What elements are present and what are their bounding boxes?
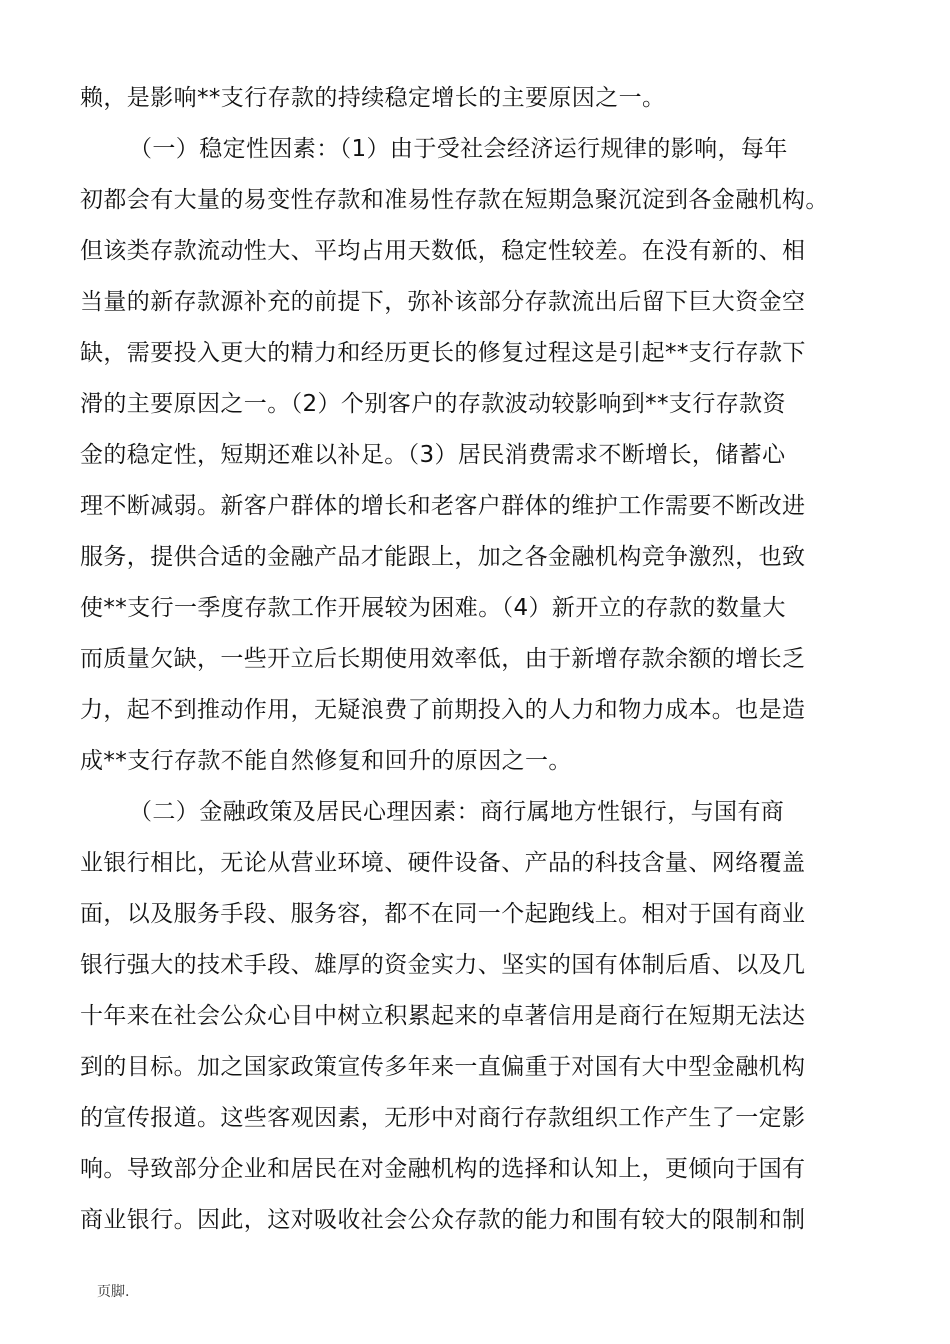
body-text (80, 73, 870, 1246)
page-footer: 页脚. (97, 1284, 130, 1300)
text-line: 的宣传报道。这些客观因素，无形中对商行存款组织工作产生了一定影 (80, 1105, 806, 1131)
text-line: 服务，提供合适的金融产品才能跟上，加之各金融机构竞争激烈，也致 (80, 544, 806, 570)
text-line: 金的稳定性，短期还难以补足。（3）居民消费需求不断增长，储蓄心 (80, 442, 786, 468)
text-line: 响。导致部分企业和居民在对金融机构的选择和认知上，更倾向于国有 (80, 1156, 806, 1182)
text-line: 当量的新存款源补充的前提下，弥补该部分存款流出后留下巨大资金空 (80, 289, 806, 315)
text-line: 商业银行。因此，这对吸收社会公众存款的能力和围有较大的限制和制 (80, 1207, 806, 1233)
text-line: 到的目标。加之国家政策宣传多年来一直偏重于对国有大中型金融机构 (80, 1054, 806, 1080)
text-line: 缺，需要投入更大的精力和经历更长的修复过程这是引起**支行存款下 (80, 340, 806, 366)
text-line: 但该类存款流动性大、平均占用天数低，稳定性较差。在没有新的、相 (80, 238, 806, 264)
text-line: 十年来在社会公众心目中树立积累起来的卓著信用是商行在短期无法达 (80, 1003, 806, 1029)
text-line: 面，以及服务手段、服务容，都不在同一个起跑线上。相对于国有商业 (80, 901, 806, 927)
text-line: 业银行相比，无论从营业环境、硬件设备、产品的科技含量、网络覆盖 (80, 850, 806, 876)
text-line: 力，起不到推动作用，无疑浪费了前期投入的人力和物力成本。也是造 (80, 697, 806, 723)
text-line: 滑的主要原因之一。（2）个别客户的存款波动较影响到**支行存款资 (80, 391, 786, 417)
paragraph-first-line: （一）稳定性因素：（1）由于受社会经济运行规律的影响，每年 (129, 136, 788, 162)
text-line: 银行强大的技术手段、雄厚的资金实力、坚实的国有体制后盾、以及几 (80, 952, 806, 978)
text-line: 成**支行存款不能自然修复和回升的原因之一。 (80, 748, 572, 774)
text-line: 理不断减弱。新客户群体的增长和老客户群体的维护工作需要不断改进 (80, 493, 806, 519)
text-line: 赖，是影响**支行存款的持续稳定增长的主要原因之一。 (80, 85, 666, 111)
text-line: 使**支行一季度存款工作开展较为困难。（4）新开立的存款的数量大 (80, 595, 786, 621)
text-line: 初都会有大量的易变性存款和准易性存款在短期急聚沉淀到各金融机构。 (80, 187, 829, 213)
paragraph-first-line: （二）金融政策及居民心理因素：商行属地方性银行，与国有商 (129, 799, 785, 825)
text-line: 而质量欠缺，一些开立后长期使用效率低，由于新增存款余额的增长乏 (80, 646, 806, 672)
